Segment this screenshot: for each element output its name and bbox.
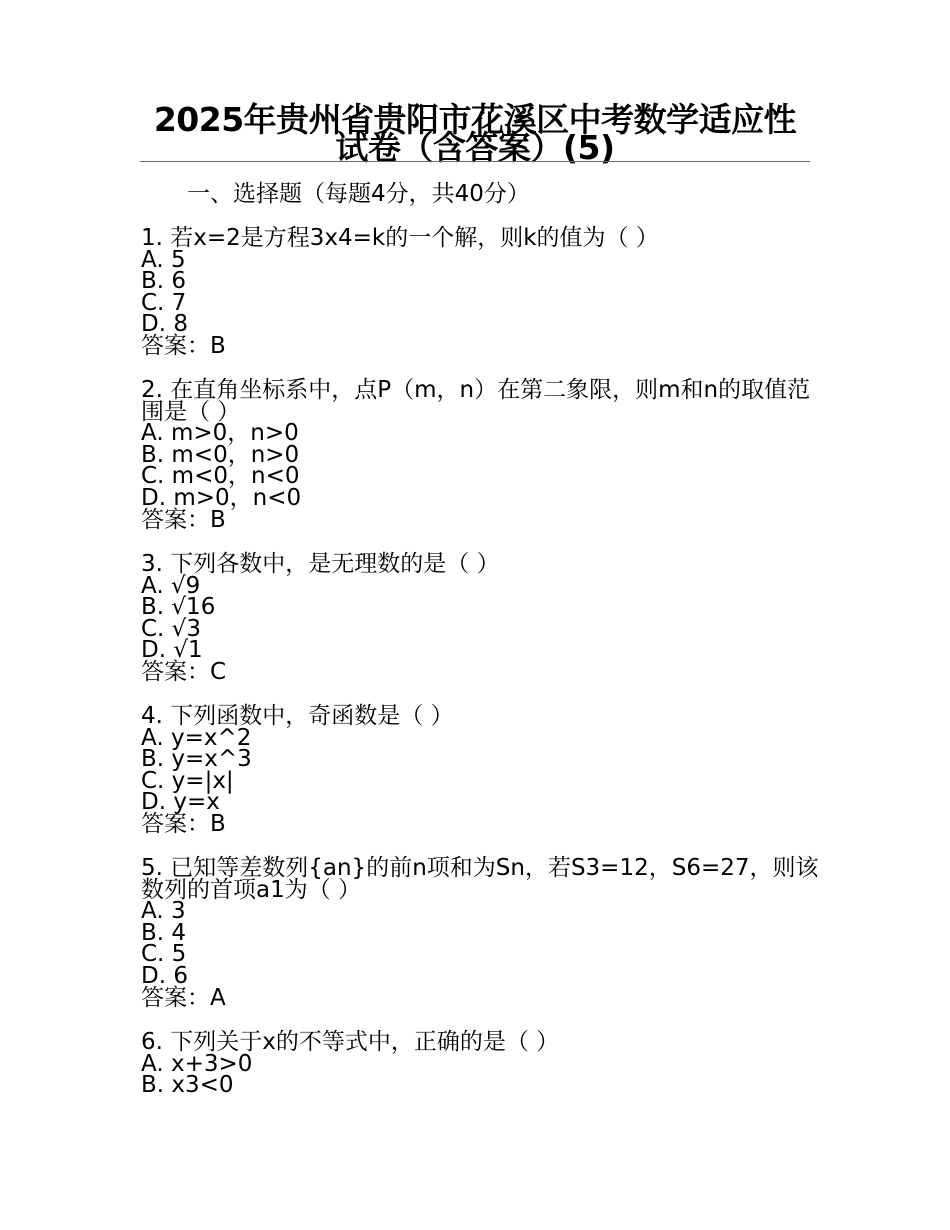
- option-b: B. 6: [141, 268, 187, 295]
- option-c: C. 7: [141, 289, 187, 316]
- option-a: A. x+3>0: [141, 1050, 253, 1077]
- question-1: [141, 225, 821, 359]
- option-d: D. 6: [141, 962, 188, 989]
- option-a: A. m>0，n>0: [141, 420, 299, 447]
- option-c: C. m<0，n<0: [141, 463, 300, 490]
- question-5: [141, 855, 821, 1011]
- option-b: B. m<0，n>0: [141, 441, 300, 468]
- answer-line: 答案：B: [141, 332, 226, 359]
- option-a: A. y=x^2: [141, 724, 252, 751]
- option-d: D. m>0，n<0: [141, 484, 302, 511]
- question-stem: 1. 若x=2是方程3x4=k的一个解，则k的值为（ ）: [141, 225, 659, 251]
- option-b: B. y=x^3: [141, 746, 252, 773]
- question-stem: 2. 在直角坐标系中，点P（m，n）在第二象限，则m和n的取值范围是（ ）: [141, 377, 811, 425]
- question-stem: 5. 已知等差数列{an}的前n项和为Sn，若S3=12，S6=27，则该数列的首项a1为（ ）: [141, 855, 819, 903]
- question-6: [141, 1029, 821, 1099]
- question-4: [141, 703, 821, 837]
- option-b: B. x3<0: [141, 1072, 234, 1099]
- option-c: C. √3: [141, 615, 201, 642]
- option-a: A. 5: [141, 246, 186, 273]
- answer-line: 答案：B: [141, 506, 226, 533]
- option-a: A. 3: [141, 898, 186, 925]
- option-a: A. √9: [141, 572, 201, 599]
- question-stem: 4. 下列函数中，奇函数是（ ）: [141, 703, 454, 729]
- answer-line: 答案：C: [141, 658, 227, 685]
- option-d: D. √1: [141, 637, 203, 664]
- option-d: D. 8: [141, 311, 188, 338]
- question-2: [141, 377, 821, 533]
- option-c: C. y=|x|: [141, 767, 234, 794]
- option-d: D. y=x: [141, 789, 220, 816]
- option-b: B. √16: [141, 594, 216, 621]
- document-title: 2025年贵州省贵阳市花溪区中考数学适应性试卷（含答案）(5): [153, 100, 797, 167]
- question-3: [141, 551, 821, 685]
- section-heading: 一、选择题（每题4分，共40分）: [187, 181, 530, 207]
- title-underline: [140, 161, 810, 162]
- option-c: C. 5: [141, 941, 187, 968]
- answer-line: 答案：A: [141, 984, 226, 1011]
- question-stem: 6. 下列关于x的不等式中，正确的是（ ）: [141, 1029, 560, 1055]
- option-b: B. 4: [141, 919, 187, 946]
- question-stem: 3. 下列各数中，是无理数的是（ ）: [141, 551, 500, 577]
- answer-line: 答案：B: [141, 810, 226, 837]
